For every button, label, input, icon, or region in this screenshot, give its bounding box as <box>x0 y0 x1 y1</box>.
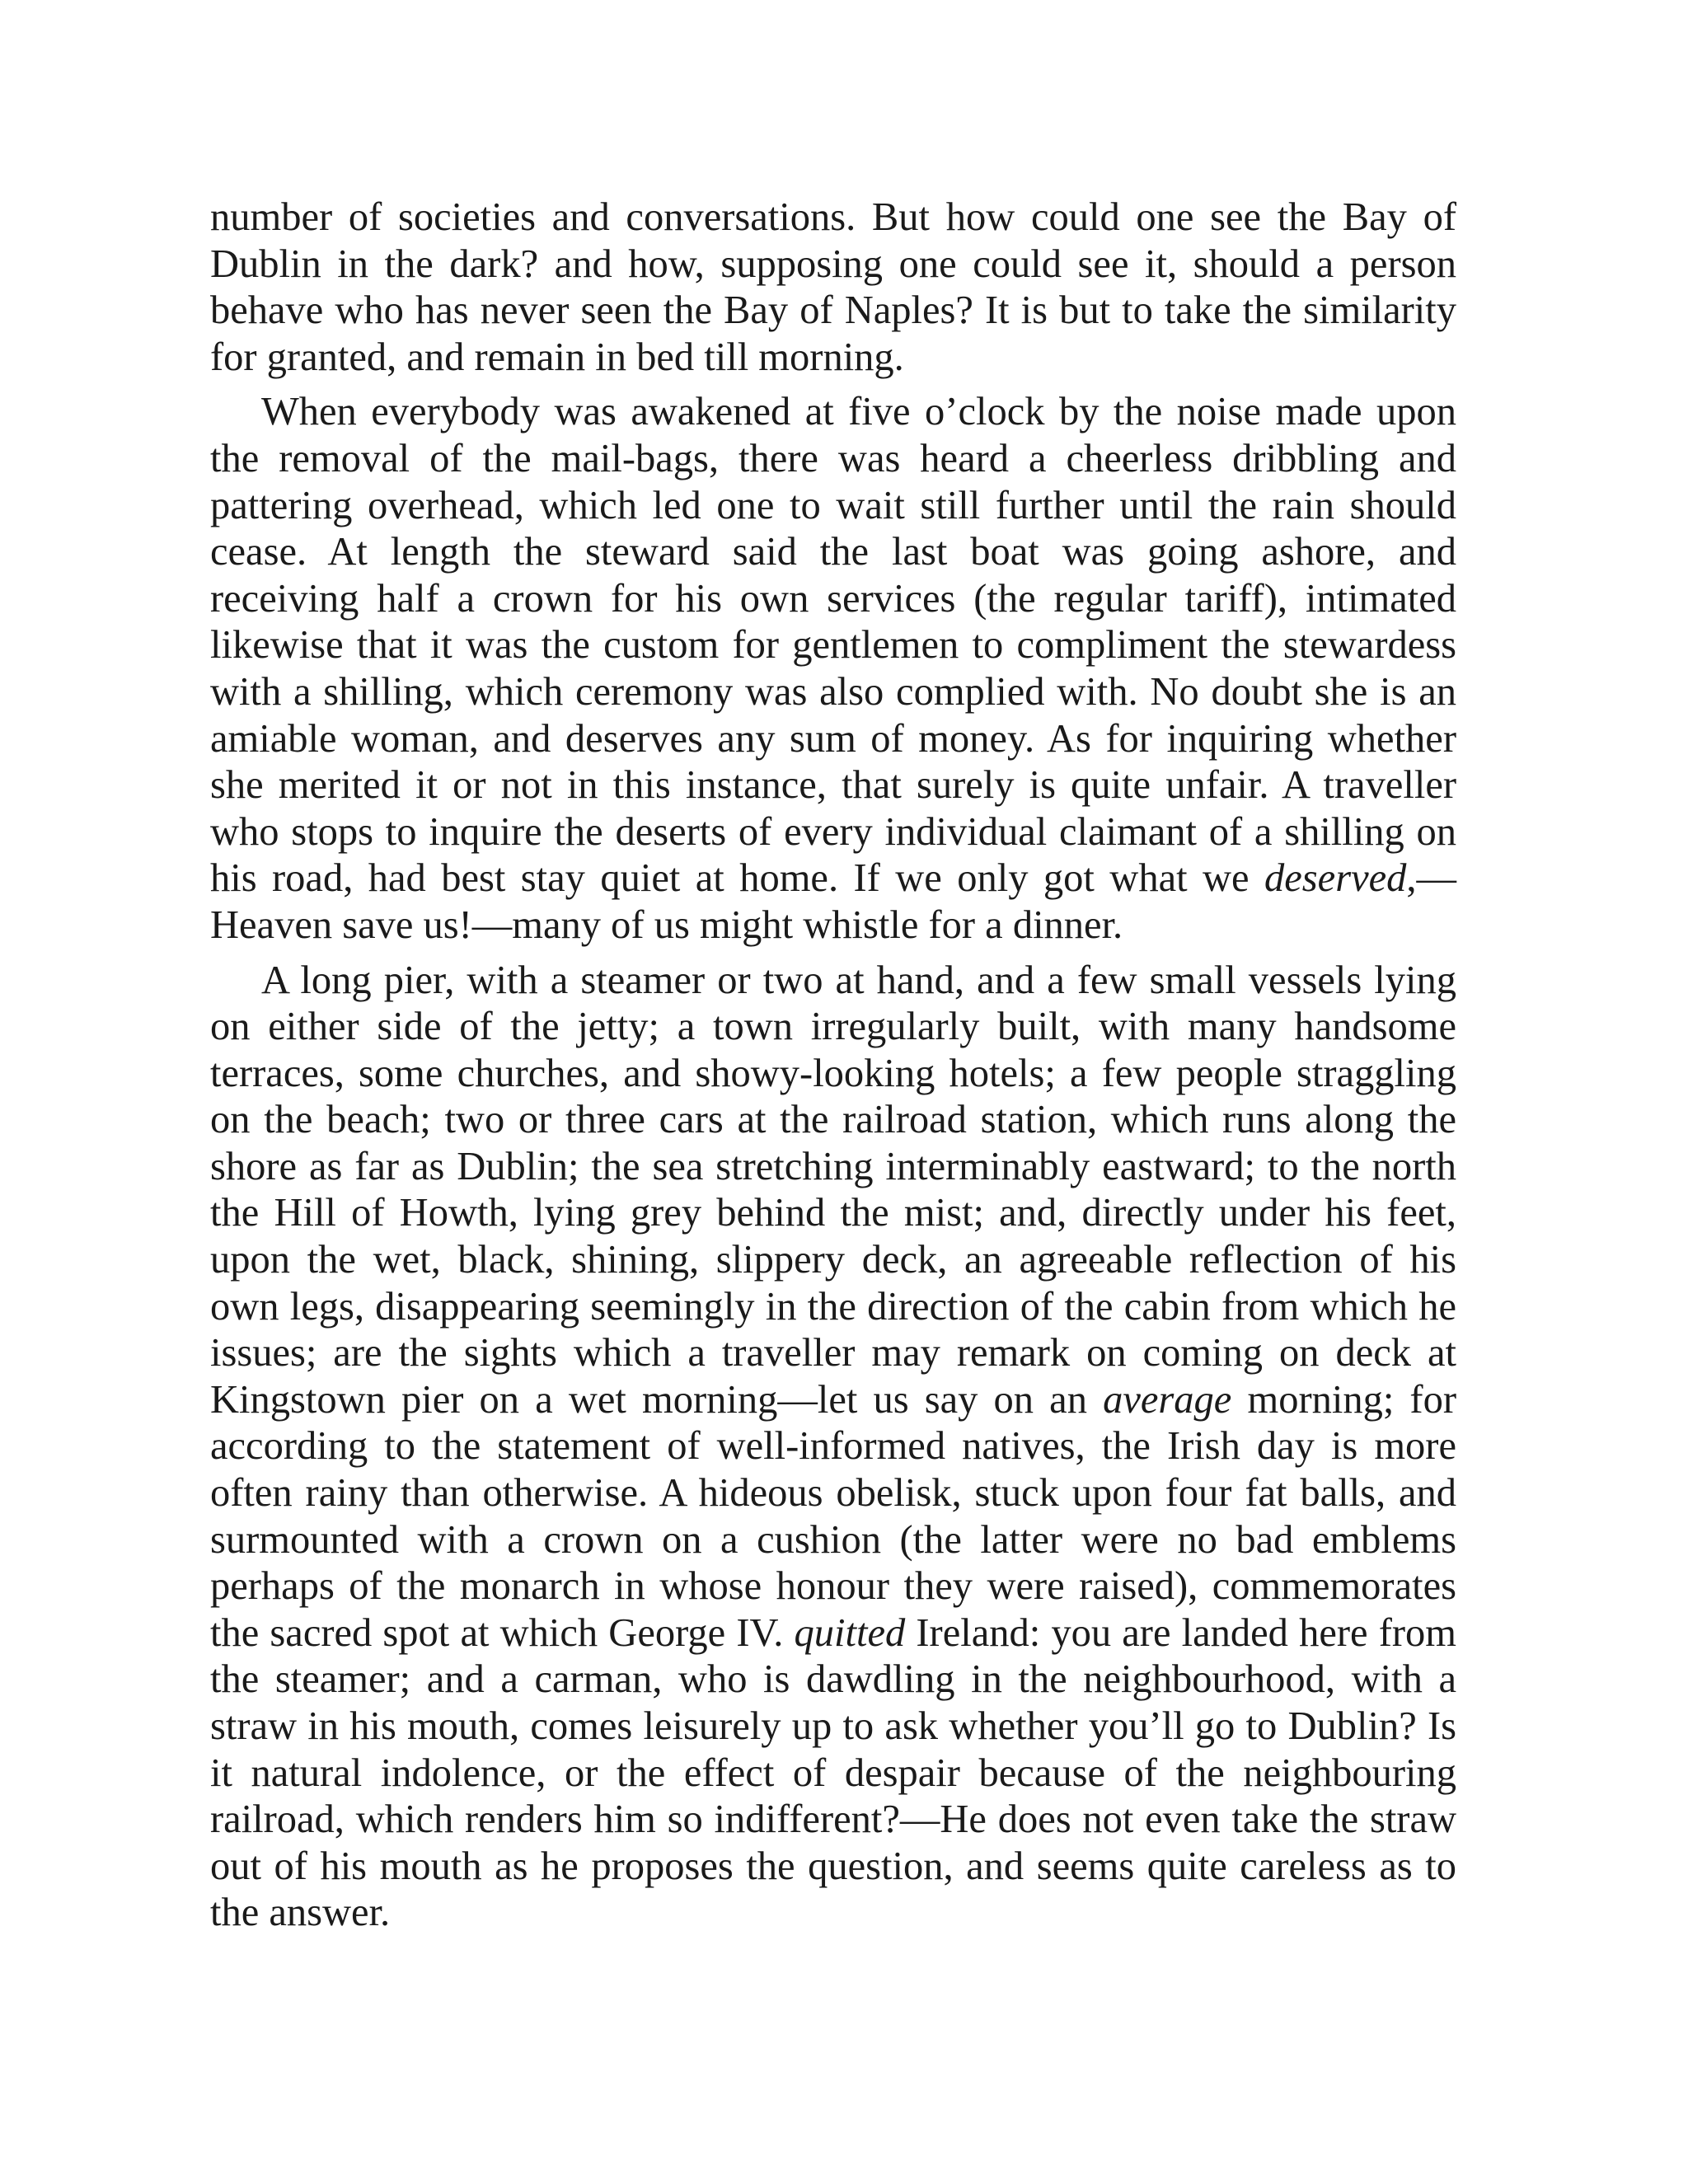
italic-word-deserved: deserved <box>1264 856 1407 901</box>
paragraph-steward <box>210 389 1456 949</box>
text-segment: number of societies and conversations. But how could one see the Bay of Dublin in the dark? and how, supposing one could see it, should a person behave who has never seen the Bay of Naples? It is but to take the similarity for granted, and remain in bed till morning. <box>210 195 1456 379</box>
page-body <box>210 194 1456 1945</box>
text-segment: Ireland: you are landed here from the steamer; and a carman, who is dawdling in the neighbourhood, with a straw in his mouth, comes leisurely up to ask whether you’ll go to Dublin? Is it natural indolence, or the effect of despair because of the neighbouring railroad, which renders him so indifferent?—He does not even take the straw out of his mouth as he proposes the question, and seems quite careless as to the answer. <box>210 1610 1456 1935</box>
paragraph-kingstown-pier <box>210 958 1456 1937</box>
text-segment: morning; for according to the statement of well-informed natives, the Irish day is more often rainy than otherwise. A hideous obelisk, stuck upon four fat balls, and surmounted with a crown on a cushion (the latter were no bad emblems perhaps of the monarch in whose honour they were raised), commemorates the sacred spot at which George IV. <box>210 1377 1456 1655</box>
italic-word-average: average <box>1103 1377 1232 1422</box>
text-segment: A long pier, with a steamer or two at hand, and a few small vessels lying on either side of the jetty; a town irregularly built, with many handsome terraces, some churches, and showy-looking hotels; a few people straggling on the beach; two or three cars at the railroad station, which runs along the shore as far as Dublin; the sea stretching interminably eastward; to the north the Hill of Howth, lying grey behind the mist; and, directly under his feet, upon the wet, black, shining, slippery deck, an agreeable reflection of his own legs, disappearing seemingly in the direction of the cabin from which he issues; are the sights which a traveller may remark on coming on deck at Kingstown pier on a wet morning—let us say on an <box>210 958 1456 1422</box>
italic-word-quitted: quitted <box>794 1610 906 1655</box>
paragraph-bay-of-dublin <box>210 194 1456 381</box>
text-segment: ,—Heaven save us!—many of us might whistle for a dinner. <box>210 856 1456 947</box>
text-segment: When everybody was awakened at five o’clock by the noise made upon the removal of the mail-bags, there was heard a cheerless dribbling and pattering overhead, which led one to wait still further until the rain should cease. At length the steward said the last boat was going ashore, and receiving half a crown for his own services (the regular tariff), intimated likewise that it was the custom for gentlemen to compliment the stewardess with a shilling, which ceremony was also complied with. No doubt she is an amiable woman, and deserves any sum of money. As for inquiring whether she merited it or not in this instance, that surely is quite unfair. A traveller who stops to inquire the deserts of every individual claimant of a shilling on his road, had best stay quiet at home. If we only got what we <box>210 390 1456 901</box>
